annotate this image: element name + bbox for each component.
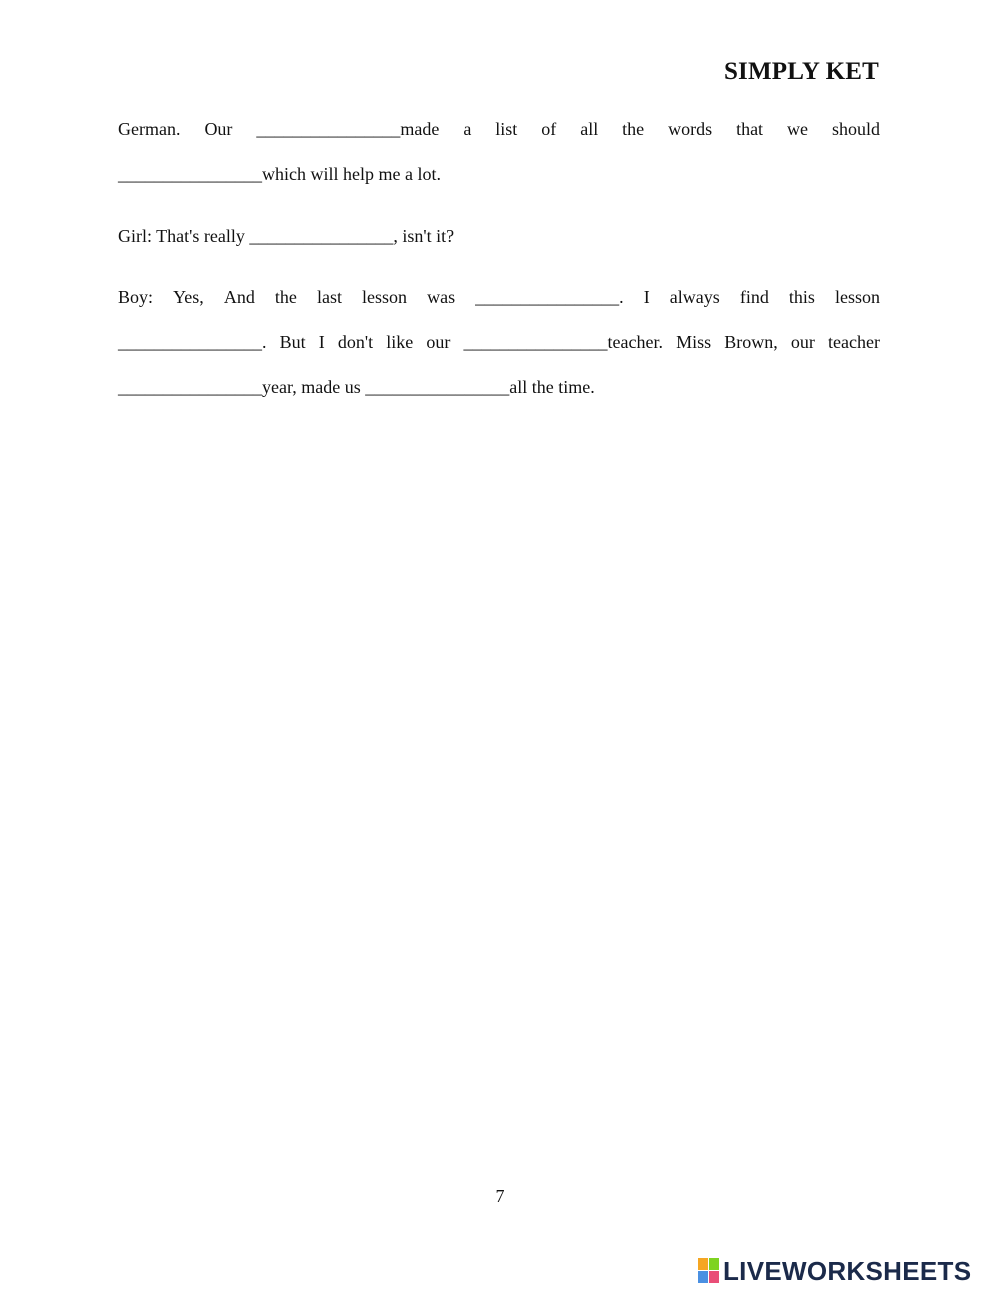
word: our <box>426 332 451 352</box>
word: don't <box>337 332 374 352</box>
word: Our <box>204 119 233 139</box>
brand-text: LIVEWORKSHEETS <box>723 1255 972 1286</box>
word: should <box>831 119 880 139</box>
word: words <box>668 119 713 139</box>
word: But <box>279 332 306 352</box>
word: Brown, <box>724 332 778 352</box>
word: always <box>669 287 720 307</box>
word: all <box>580 119 599 139</box>
word: like <box>386 332 414 352</box>
logo-square <box>709 1258 719 1270</box>
sentence-text: ________________year, made us ________________all the time. <box>118 377 595 397</box>
word: find <box>739 287 769 307</box>
word: Miss <box>676 332 712 352</box>
page-title: SIMPLY KET <box>723 58 879 85</box>
blank-word: ________________. <box>118 332 267 352</box>
word: our <box>790 332 815 352</box>
word: lesson <box>834 287 880 307</box>
word: a <box>463 119 472 139</box>
word: that <box>736 119 764 139</box>
word: list <box>495 119 518 139</box>
word: I <box>318 332 325 352</box>
text-line-4 <box>118 285 880 309</box>
liveworksheets-brand <box>698 1256 971 1286</box>
blank-word: ________________made <box>256 119 440 139</box>
word: this <box>788 287 815 307</box>
word: last <box>316 287 342 307</box>
page-number: 7 <box>495 1186 505 1206</box>
word: teacher <box>828 332 880 352</box>
word: was <box>427 287 456 307</box>
text-line-5 <box>118 330 880 354</box>
blank-word: ________________. <box>475 287 624 307</box>
text-line-2 <box>118 162 880 186</box>
sentence-text: Girl: That's really ________________, isn't it? <box>118 226 455 246</box>
word: lesson <box>362 287 408 307</box>
text-line-6 <box>118 375 880 399</box>
word: the <box>274 287 297 307</box>
logo-square <box>698 1271 708 1283</box>
text-line-1 <box>118 117 880 141</box>
word: we <box>787 119 809 139</box>
logo-square <box>709 1271 719 1283</box>
word: And <box>223 287 255 307</box>
text-line-3 <box>118 224 880 248</box>
word: Yes, <box>173 287 204 307</box>
blank-word: ________________teacher. <box>463 332 663 352</box>
logo-square <box>698 1258 708 1270</box>
liveworksheets-logo-icon <box>698 1258 720 1284</box>
word: of <box>541 119 557 139</box>
word: the <box>622 119 645 139</box>
word: German. <box>118 119 181 139</box>
word: Boy: <box>118 287 154 307</box>
sentence-text: ________________which will help me a lot. <box>118 164 441 184</box>
word: I <box>643 287 650 307</box>
